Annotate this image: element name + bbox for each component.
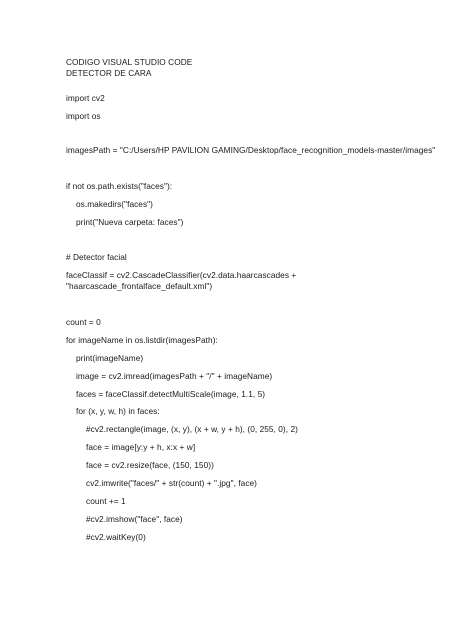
document-subtitle: DETECTOR DE CARA [66, 68, 152, 78]
document-title: CODIGO VISUAL STUDIO CODE [66, 57, 193, 67]
code-line-print-image: print(imageName) [76, 353, 144, 363]
code-line-if-not-exists: if not os.path.exists("faces"): [66, 181, 173, 191]
code-line-detect: faces = faceClassif.detectMultiScale(image, 1.1, 5) [76, 389, 266, 399]
code-line-crop: face = image[y:y + h, x:x + w] [86, 442, 196, 452]
code-line-face-classif-1: faceClassif = cv2.CascadeClassifier(cv2.data.haarcascades + [66, 270, 297, 280]
code-line-resize: face = cv2.resize(face, (150, 150)) [86, 460, 214, 470]
code-line-imread: image = cv2.imread(imagesPath + "/" + imageName) [76, 371, 273, 381]
code-line-import-os: import os [66, 111, 101, 121]
code-line-for-faces: for (x, y, w, h) in faces: [76, 406, 160, 416]
code-line-imwrite: cv2.imwrite("faces/" + str(count) + ".jpg", face) [86, 478, 258, 488]
code-line-count-inc: count += 1 [86, 496, 126, 506]
code-line-waitkey: #cv2.waitKey(0) [86, 532, 146, 542]
code-line-count-init: count = 0 [66, 317, 101, 327]
code-line-rectangle: #cv2.rectangle(image, (x, y), (x + w, y + h), (0, 255, 0), 2) [86, 424, 298, 434]
code-line-import-cv2: import cv2 [66, 93, 105, 103]
code-line-face-classif-2: "haarcascade_frontalface_default.xml") [66, 281, 213, 291]
code-line-for-images: for imageName in os.listdir(imagesPath): [66, 335, 218, 345]
code-line-print-folder: print("Nueva carpeta: faces") [76, 217, 184, 227]
code-line-imshow: #cv2.imshow("face", face) [86, 514, 183, 524]
code-line-comment-detector: # Detector facial [66, 252, 127, 262]
code-line-makedirs: os.makedirs("faces") [76, 199, 153, 209]
code-line-images-path: imagesPath = "C:/Users/HP PAVILION GAMING/Desktop/face_recognition_models-master/images" [66, 145, 436, 155]
